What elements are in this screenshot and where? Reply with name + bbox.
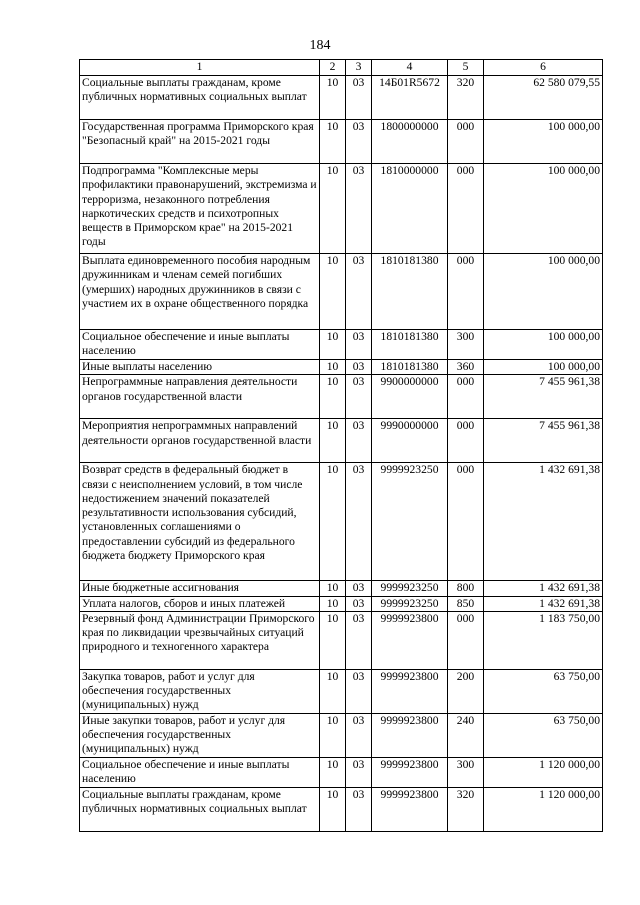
row-target-code: 9999923800 [372, 611, 448, 669]
table-row [80, 713, 603, 757]
table-row [80, 669, 603, 713]
row-name: Иные бюджетные ассигнования [80, 581, 320, 596]
row-expense-type: 000 [448, 375, 484, 419]
row-section: 10 [320, 419, 346, 463]
column-header-target: 4 [372, 60, 448, 76]
row-expense-type: 320 [448, 76, 484, 120]
table-row [80, 787, 603, 831]
row-expense-type: 800 [448, 581, 484, 596]
row-amount: 62 580 079,55 [484, 76, 603, 120]
row-subsection: 03 [346, 757, 372, 787]
column-header-name: 1 [80, 60, 320, 76]
row-target-code: 9990000000 [372, 419, 448, 463]
row-amount: 1 432 691,38 [484, 463, 603, 581]
row-subsection: 03 [346, 669, 372, 713]
row-expense-type: 360 [448, 360, 484, 375]
row-amount: 1 120 000,00 [484, 787, 603, 831]
row-expense-type: 850 [448, 596, 484, 611]
row-amount: 100 000,00 [484, 330, 603, 360]
row-expense-type: 000 [448, 419, 484, 463]
table-row [80, 164, 603, 254]
table-row [80, 581, 603, 596]
column-header-type: 5 [448, 60, 484, 76]
row-target-code: 1810181380 [372, 330, 448, 360]
row-amount: 100 000,00 [484, 164, 603, 254]
row-subsection: 03 [346, 611, 372, 669]
row-target-code: 1800000000 [372, 120, 448, 164]
row-expense-type: 240 [448, 713, 484, 757]
row-expense-type: 320 [448, 787, 484, 831]
row-name: Резервный фонд Администрации Приморского края по ликвидации чрезвычайных ситуаций природного и техногенного характера [80, 611, 320, 669]
table-row [80, 596, 603, 611]
row-name: Мероприятия непрограммных направлений деятельности органов государственной власти [80, 419, 320, 463]
row-expense-type: 000 [448, 254, 484, 330]
table-row [80, 330, 603, 360]
row-name: Уплата налогов, сборов и иных платежей [80, 596, 320, 611]
row-target-code: 9999923800 [372, 713, 448, 757]
row-amount: 100 000,00 [484, 120, 603, 164]
row-section: 10 [320, 375, 346, 419]
row-target-code: 1810181380 [372, 360, 448, 375]
row-target-code: 9900000000 [372, 375, 448, 419]
row-expense-type: 000 [448, 611, 484, 669]
row-target-code: 9999923800 [372, 787, 448, 831]
row-subsection: 03 [346, 330, 372, 360]
row-section: 10 [320, 669, 346, 713]
table-row [80, 611, 603, 669]
row-name: Закупка товаров, работ и услуг для обеспечения государственных (муниципальных) нужд [80, 669, 320, 713]
row-amount: 7 455 961,38 [484, 375, 603, 419]
row-subsection: 03 [346, 787, 372, 831]
row-amount: 63 750,00 [484, 713, 603, 757]
row-amount: 63 750,00 [484, 669, 603, 713]
row-target-code: 9999923250 [372, 596, 448, 611]
row-section: 10 [320, 330, 346, 360]
row-amount: 100 000,00 [484, 254, 603, 330]
row-expense-type: 000 [448, 463, 484, 581]
row-subsection: 03 [346, 596, 372, 611]
row-subsection: 03 [346, 164, 372, 254]
row-target-code: 1810000000 [372, 164, 448, 254]
row-amount: 1 432 691,38 [484, 581, 603, 596]
row-amount: 1 183 750,00 [484, 611, 603, 669]
table-row [80, 419, 603, 463]
row-section: 10 [320, 581, 346, 596]
row-name: Иные выплаты населению [80, 360, 320, 375]
row-expense-type: 000 [448, 120, 484, 164]
row-subsection: 03 [346, 463, 372, 581]
row-target-code: 14Б01R5672 [372, 76, 448, 120]
row-section: 10 [320, 611, 346, 669]
budget-table [79, 59, 603, 832]
row-subsection: 03 [346, 581, 372, 596]
row-section: 10 [320, 120, 346, 164]
row-name: Социальные выплаты гражданам, кроме публичных нормативных социальных выплат [80, 76, 320, 120]
row-name: Подпрограмма "Комплексные меры профилактики правонарушений, экстремизма и терроризма, незаконного потребления наркотических средств и психотропных веществ в Приморском крае" на 2015-2021 годы [80, 164, 320, 254]
table-row [80, 120, 603, 164]
row-subsection: 03 [346, 254, 372, 330]
row-section: 10 [320, 757, 346, 787]
row-section: 10 [320, 787, 346, 831]
row-subsection: 03 [346, 375, 372, 419]
row-subsection: 03 [346, 713, 372, 757]
table-header-row [80, 60, 603, 76]
row-target-code: 9999923250 [372, 463, 448, 581]
row-expense-type: 300 [448, 757, 484, 787]
row-target-code: 9999923800 [372, 669, 448, 713]
table-row [80, 76, 603, 120]
row-subsection: 03 [346, 76, 372, 120]
table-row [80, 463, 603, 581]
row-amount: 1 120 000,00 [484, 757, 603, 787]
row-subsection: 03 [346, 419, 372, 463]
row-subsection: 03 [346, 360, 372, 375]
table-row [80, 757, 603, 787]
column-header-subsection: 3 [346, 60, 372, 76]
row-target-code: 1810181380 [372, 254, 448, 330]
row-section: 10 [320, 164, 346, 254]
row-section: 10 [320, 254, 346, 330]
row-section: 10 [320, 713, 346, 757]
row-expense-type: 300 [448, 330, 484, 360]
row-name: Государственная программа Приморского края "Безопасный край" на 2015-2021 годы [80, 120, 320, 164]
row-amount: 7 455 961,38 [484, 419, 603, 463]
row-subsection: 03 [346, 120, 372, 164]
row-target-code: 9999923800 [372, 757, 448, 787]
row-section: 10 [320, 596, 346, 611]
table-row [80, 375, 603, 419]
table-row [80, 254, 603, 330]
column-header-section: 2 [320, 60, 346, 76]
row-name: Социальное обеспечение и иные выплаты населению [80, 330, 320, 360]
row-name: Возврат средств в федеральный бюджет в связи с неисполнением условий, в том числе недостижением значений показателей результативности использования субсидий, установленных соглашениями о предоставлении субсидий из федерального бюджета бюджету Приморского края [80, 463, 320, 581]
row-amount: 100 000,00 [484, 360, 603, 375]
column-header-amount: 6 [484, 60, 603, 76]
page-number: 184 [309, 38, 331, 53]
row-section: 10 [320, 360, 346, 375]
row-expense-type: 000 [448, 164, 484, 254]
table-body [80, 76, 603, 832]
row-name: Выплата единовременного пособия народным дружинникам и членам семей погибших (умерших) народных дружинников в связи с участием их в охране общественного порядка [80, 254, 320, 330]
table-row [80, 360, 603, 375]
row-section: 10 [320, 76, 346, 120]
row-name: Социальные выплаты гражданам, кроме публичных нормативных социальных выплат [80, 787, 320, 831]
row-expense-type: 200 [448, 669, 484, 713]
row-section: 10 [320, 463, 346, 581]
row-name: Социальное обеспечение и иные выплаты населению [80, 757, 320, 787]
row-amount: 1 432 691,38 [484, 596, 603, 611]
row-name: Иные закупки товаров, работ и услуг для обеспечения государственных (муниципальных) нужд [80, 713, 320, 757]
row-target-code: 9999923250 [372, 581, 448, 596]
row-name: Непрограммные направления деятельности органов государственной власти [80, 375, 320, 419]
